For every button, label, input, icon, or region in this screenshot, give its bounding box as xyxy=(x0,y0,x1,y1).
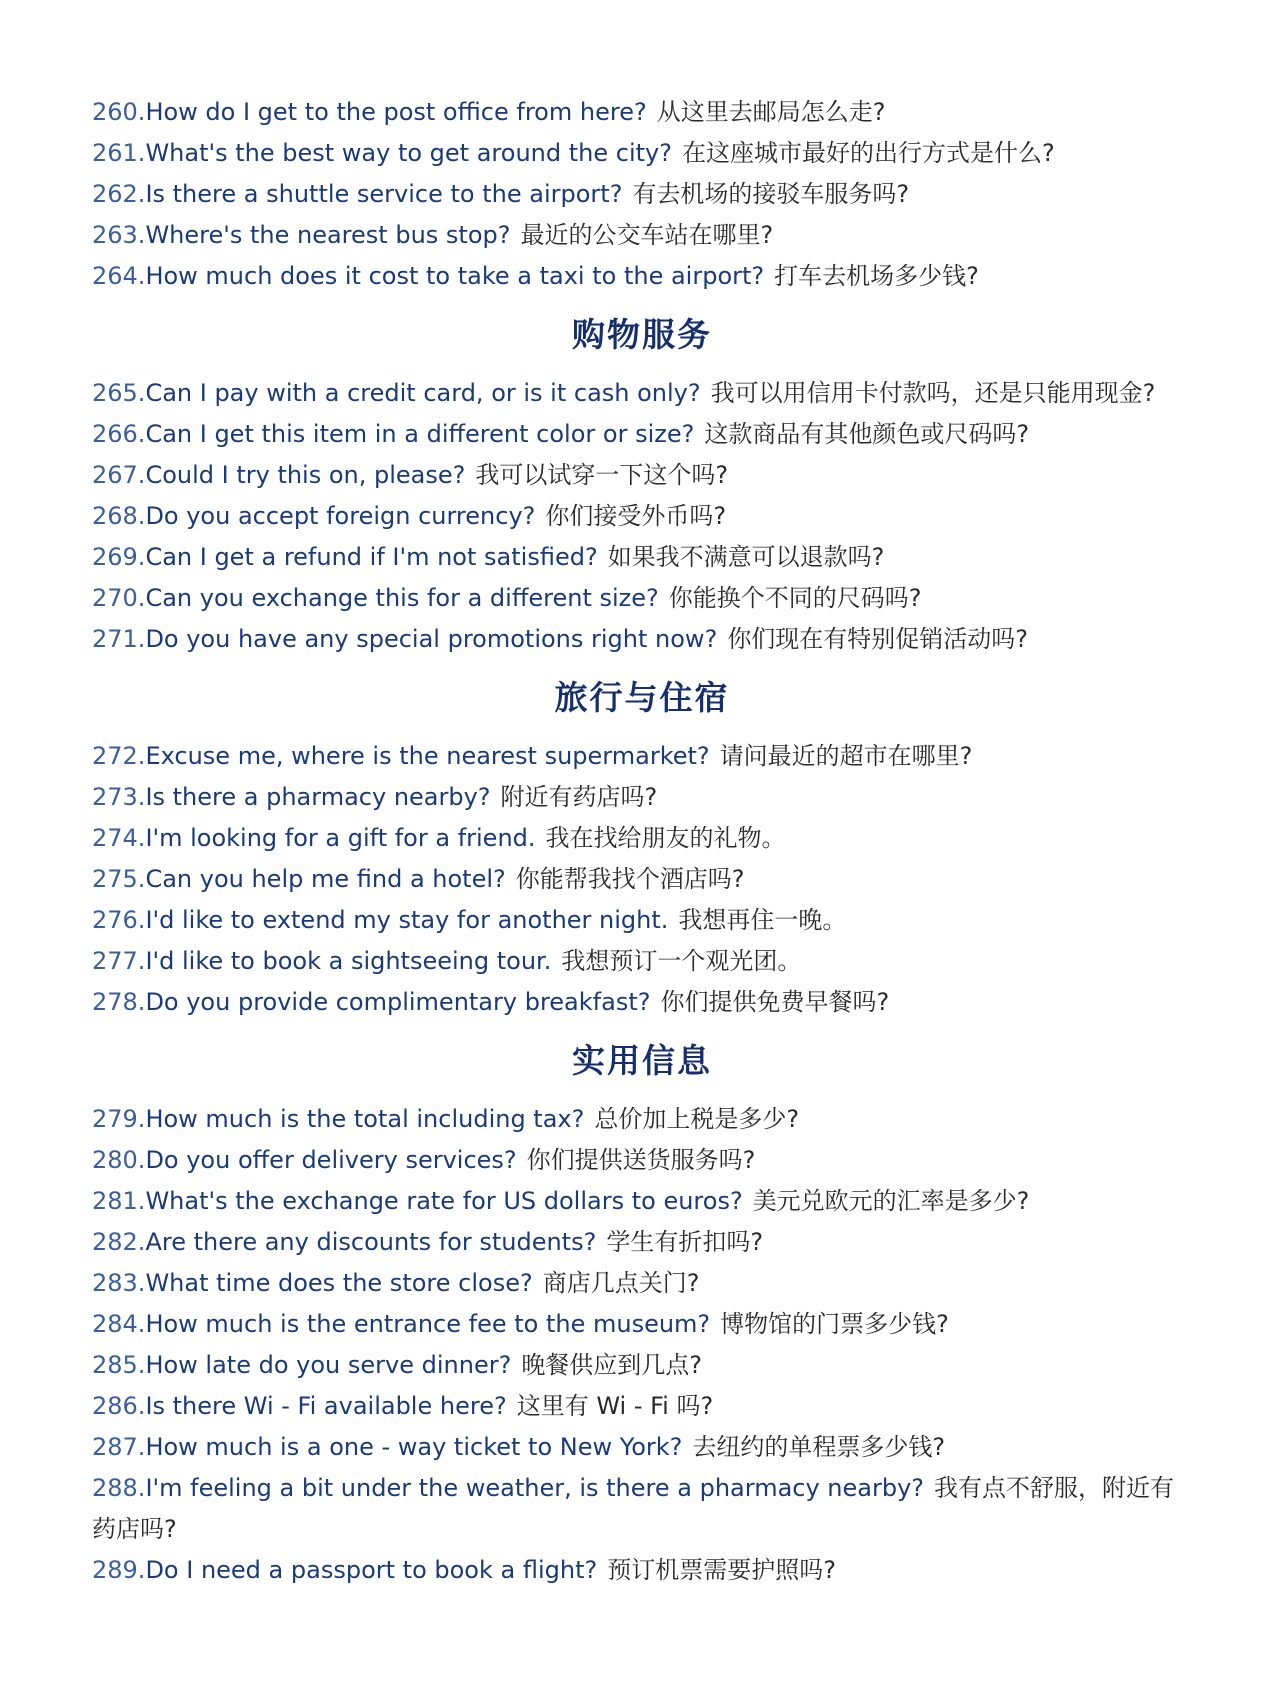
phrase-chinese: 你们提供免费早餐吗? xyxy=(660,988,890,1016)
phrase-chinese: 你们接受外币吗? xyxy=(545,502,727,530)
phrase-english: Can I get a refund if I'm not satisfied? xyxy=(145,543,598,571)
phrase-chinese: 打车去机场多少钱? xyxy=(774,262,979,290)
phrase-item xyxy=(92,373,1192,414)
phrase-number: 289. xyxy=(92,1556,146,1584)
phrase-chinese: 你能换个不同的尺码吗? xyxy=(668,584,922,612)
phrase-number: 272. xyxy=(92,742,146,770)
phrase-chinese: 我想预订一个观光团。 xyxy=(561,947,802,975)
phrase-item xyxy=(92,1550,1192,1591)
phrase-english: Do you accept foreign currency? xyxy=(145,502,536,530)
phrase-item xyxy=(92,1427,1192,1468)
phrase-list xyxy=(92,92,1192,1591)
phrase-item xyxy=(92,818,1192,859)
phrase-english: Is there a shuttle service to the airport? xyxy=(145,180,623,208)
phrase-english: How much does it cost to take a taxi to the airport? xyxy=(145,262,765,290)
phrase-chinese: 晚餐供应到几点? xyxy=(521,1351,703,1379)
phrase-english: I'm feeling a bit under the weather, is there a pharmacy nearby? xyxy=(145,1474,925,1502)
phrase-english: Are there any discounts for students? xyxy=(145,1228,597,1256)
phrase-item xyxy=(92,619,1192,660)
phrase-item xyxy=(92,1099,1192,1140)
phrase-number: 269. xyxy=(92,543,146,571)
phrase-number: 284. xyxy=(92,1310,146,1338)
phrase-item xyxy=(92,537,1192,578)
phrase-item xyxy=(92,256,1192,297)
phrase-chinese: 学生有折扣吗? xyxy=(606,1228,764,1256)
phrase-item xyxy=(92,941,1192,982)
phrase-item xyxy=(92,1263,1192,1304)
section-heading: 旅行与住宿 xyxy=(554,678,730,717)
phrase-chinese: 请问最近的超市在哪里? xyxy=(719,742,973,770)
phrase-chinese: 这里有 Wi - Fi 吗? xyxy=(516,1392,714,1420)
phrase-english: Do you provide complimentary breakfast? xyxy=(145,988,651,1016)
phrase-chinese: 这款商品有其他颜色或尺码吗? xyxy=(704,420,1030,448)
phrase-number: 271. xyxy=(92,625,146,653)
phrase-chinese: 你能帮我找个酒店吗? xyxy=(515,865,745,893)
phrase-english: How do I get to the post office from here? xyxy=(145,98,647,126)
phrase-item xyxy=(92,174,1192,215)
phrase-english: Excuse me, where is the nearest supermarket? xyxy=(145,742,710,770)
phrase-number: 274. xyxy=(92,824,146,852)
phrase-number: 288. xyxy=(92,1474,146,1502)
phrase-chinese: 附近有药店吗? xyxy=(500,783,658,811)
phrase-item xyxy=(92,496,1192,537)
phrase-item xyxy=(92,982,1192,1023)
phrase-item xyxy=(92,859,1192,900)
phrase-chinese: 你们提供送货服务吗? xyxy=(526,1146,756,1174)
phrase-english: How much is the entrance fee to the museum? xyxy=(145,1310,711,1338)
phrase-number: 263. xyxy=(92,221,146,249)
phrase-item xyxy=(92,1140,1192,1181)
phrase-item xyxy=(92,1304,1192,1345)
phrase-english: How much is a one - way ticket to New York? xyxy=(145,1433,683,1461)
phrase-number: 273. xyxy=(92,783,146,811)
phrase-number: 280. xyxy=(92,1146,146,1174)
phrase-english: Is there Wi - Fi available here? xyxy=(145,1392,507,1420)
phrase-item xyxy=(92,1345,1192,1386)
phrase-number: 278. xyxy=(92,988,146,1016)
phrase-number: 286. xyxy=(92,1392,146,1420)
phrase-chinese: 我有点不舒服，附近有药店吗? xyxy=(92,1474,1175,1543)
phrase-english: Where's the nearest bus stop? xyxy=(145,221,511,249)
phrase-english: Do you offer delivery services? xyxy=(145,1146,517,1174)
phrase-chinese: 美元兑欧元的汇率是多少? xyxy=(752,1187,1030,1215)
phrase-english: Could I try this on, please? xyxy=(145,461,466,489)
phrase-chinese: 总价加上税是多少? xyxy=(594,1105,800,1133)
phrase-number: 260. xyxy=(92,98,146,126)
phrase-item xyxy=(92,215,1192,256)
phrase-chinese: 博物馆的门票多少钱? xyxy=(720,1310,949,1338)
phrase-item xyxy=(92,1468,1192,1550)
phrase-number: 275. xyxy=(92,865,146,893)
phrase-number: 277. xyxy=(92,947,146,975)
phrase-item xyxy=(92,414,1192,455)
phrase-english: What time does the store close? xyxy=(145,1269,533,1297)
section-heading: 购物服务 xyxy=(572,315,712,354)
phrase-number: 285. xyxy=(92,1351,146,1379)
phrase-chinese: 预订机票需要护照吗? xyxy=(607,1556,836,1584)
phrase-chinese: 去纽约的单程票多少钱? xyxy=(692,1433,946,1461)
phrase-chinese: 我在找给朋友的礼物。 xyxy=(545,824,786,852)
phrase-item xyxy=(92,777,1192,818)
phrase-item xyxy=(92,92,1192,133)
phrase-english: Can I get this item in a different color or size? xyxy=(145,420,695,448)
phrase-chinese: 你们现在有特别促销活动吗? xyxy=(727,625,1029,653)
phrase-english: I'm looking for a gift for a friend. xyxy=(145,824,536,852)
phrase-number: 282. xyxy=(92,1228,146,1256)
phrase-chinese: 有去机场的接驳车服务吗? xyxy=(632,180,910,208)
phrase-item xyxy=(92,900,1192,941)
phrase-item xyxy=(92,736,1192,777)
phrase-english: How late do you serve dinner? xyxy=(145,1351,512,1379)
phrase-item xyxy=(92,133,1192,174)
phrase-english: Is there a pharmacy nearby? xyxy=(145,783,491,811)
phrase-item xyxy=(92,1386,1192,1427)
phrase-number: 261. xyxy=(92,139,146,167)
phrase-item xyxy=(92,578,1192,619)
phrase-number: 281. xyxy=(92,1187,146,1215)
phrase-english: What's the exchange rate for US dollars to euros? xyxy=(145,1187,743,1215)
phrase-chinese: 最近的公交车站在哪里? xyxy=(520,221,774,249)
phrase-number: 276. xyxy=(92,906,146,934)
phrase-chinese: 我想再住一晚。 xyxy=(678,906,847,934)
phrase-number: 279. xyxy=(92,1105,146,1133)
phrase-number: 270. xyxy=(92,584,146,612)
phrase-number: 267. xyxy=(92,461,146,489)
phrase-english: Do I need a passport to book a flight? xyxy=(145,1556,598,1584)
phrase-english: Do you have any special promotions right now? xyxy=(145,625,718,653)
phrase-item xyxy=(92,455,1192,496)
phrase-number: 268. xyxy=(92,502,146,530)
phrase-english: How much is the total including tax? xyxy=(145,1105,585,1133)
phrase-english: I'd like to extend my stay for another night. xyxy=(145,906,669,934)
phrase-english: Can you exchange this for a different size? xyxy=(145,584,659,612)
phrase-chinese: 我可以试穿一下这个吗? xyxy=(475,461,729,489)
phrase-chinese: 如果我不满意可以退款吗? xyxy=(607,543,885,571)
phrase-english: Can I pay with a credit card, or is it cash only? xyxy=(145,379,701,407)
phrase-chinese: 在这座城市最好的出行方式是什么? xyxy=(681,139,1055,167)
phrase-chinese: 我可以用信用卡付款吗，还是只能用现金? xyxy=(710,379,1156,407)
phrase-number: 266. xyxy=(92,420,146,448)
phrase-english: I'd like to book a sightseeing tour. xyxy=(145,947,552,975)
phrase-number: 262. xyxy=(92,180,146,208)
phrase-item xyxy=(92,1181,1192,1222)
section-heading: 实用信息 xyxy=(572,1041,712,1080)
phrase-chinese: 从这里去邮局怎么走? xyxy=(656,98,886,126)
phrase-number: 283. xyxy=(92,1269,146,1297)
phrase-number: 264. xyxy=(92,262,146,290)
phrase-english: What's the best way to get around the city? xyxy=(145,139,672,167)
phrase-english: Can you help me find a hotel? xyxy=(145,865,506,893)
phrase-number: 265. xyxy=(92,379,146,407)
phrase-item xyxy=(92,1222,1192,1263)
phrase-chinese: 商店几点关门? xyxy=(542,1269,700,1297)
phrase-number: 287. xyxy=(92,1433,146,1461)
